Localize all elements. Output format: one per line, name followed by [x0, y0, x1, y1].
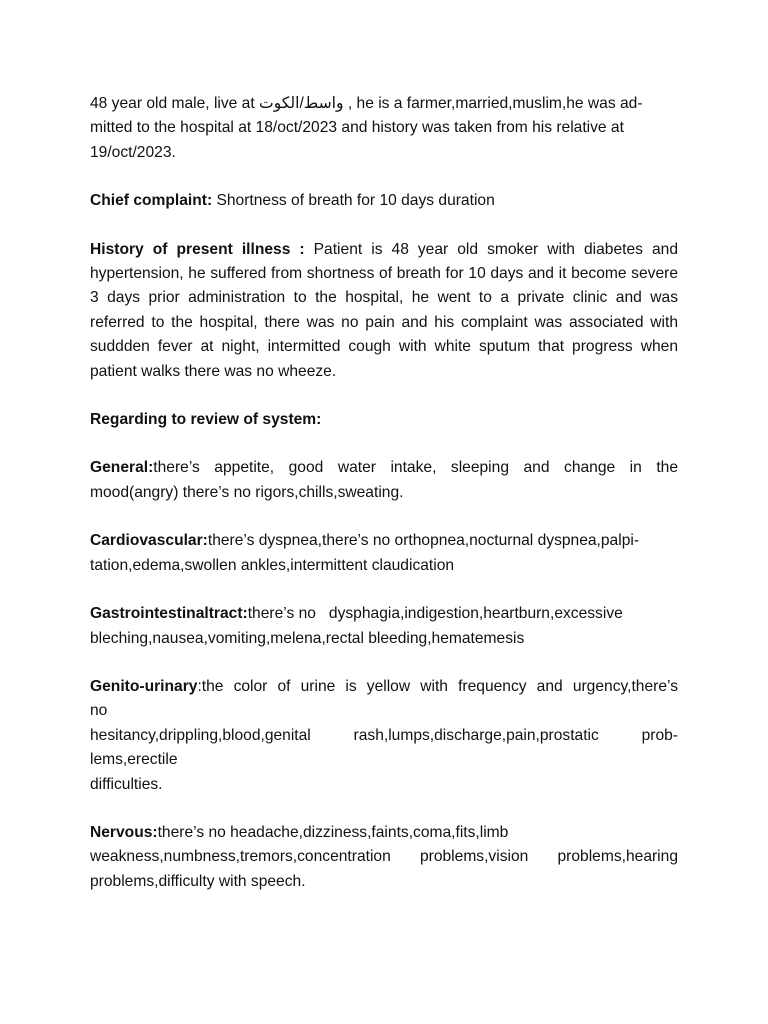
hpi-paragraph — [90, 238, 678, 384]
intro-paragraph — [90, 92, 678, 165]
chief-complaint-label: Chief complaint: — [90, 192, 213, 210]
cardiovascular-line-1: Cardiovascular:there’s dyspnea,there’s no orthopnea,nocturnal dyspnea,palpi- — [90, 532, 640, 550]
intro-line-1: 48 year old male, live at واسط/الكوت , he is a farmer,married,muslim,he was ad- — [90, 95, 643, 112]
cardiovascular-line-2: tation,edema,swollen ankles,intermittent claudication — [90, 556, 455, 574]
general-text: there’s appetite, good water intake, sleeping and change in the mood(angry) there’s no rigors,chills,sweating. — [90, 459, 678, 501]
genitourinary-line-4: lems,erectile — [90, 751, 178, 769]
chief-complaint-paragraph — [90, 189, 678, 213]
nervous-line-1: Nervous:there’s no headache,dizziness,faints,coma,fits,limb — [90, 823, 509, 841]
intro-line-2: mitted to the hospital at 18/oct/2023 and history was taken from his relative at — [90, 119, 624, 137]
chief-complaint-text: Shortness of breath for 10 days duration — [212, 192, 495, 210]
genitourinary-line-1: Genito-urinary:the color of urine is yellow with frequency and urgency,there’s — [90, 677, 678, 695]
arabic-location: واسط/الكوت — [259, 95, 344, 112]
genitourinary-paragraph — [90, 675, 678, 797]
general-paragraph — [90, 456, 678, 505]
hpi-label: History of present illness : — [90, 240, 305, 258]
genitourinary-line-3: hesitancy,drippling,blood,genital rash,lumps,discharge,pain,prostatic prob- — [90, 726, 678, 744]
genitourinary-label: Genito-urinary — [90, 677, 198, 695]
gastrointestinal-paragraph — [90, 602, 678, 651]
gastrointestinal-line-1: Gastrointestinaltract:there’s no dysphagia,indigestion,heartburn,excessive — [90, 605, 623, 623]
gastrointestinal-line-2: bleching,nausea,vomiting,melena,rectal bleeding,hematemesis — [90, 629, 525, 647]
genitourinary-line-5: difficulties. — [90, 775, 163, 793]
nervous-line-3: problems,difficulty with speech. — [90, 872, 306, 890]
genitourinary-line-2: no — [90, 702, 108, 720]
document-page — [90, 92, 678, 918]
gastrointestinal-label: Gastrointestinaltract: — [90, 605, 248, 623]
review-of-systems-heading: Regarding to review of system: — [90, 411, 322, 429]
nervous-label: Nervous: — [90, 823, 158, 841]
cardiovascular-paragraph — [90, 529, 678, 578]
cardiovascular-label: Cardiovascular: — [90, 532, 208, 550]
nervous-line-2: weakness,numbness,tremors,concentration problems,vision problems,hearing — [90, 848, 678, 866]
general-label: General: — [90, 459, 154, 477]
hpi-text: Patient is 48 year old smoker with diabetes and hypertension, he suffered from shortness of breath for 10 days and it become severe 3 days prior administration to the hospital, he went to a private clinic and was referred to the hospital, there was no pain and his complaint was associated with suddden fever at night, intermitted cough with white sputum that progress when patient walks there was no wheeze. — [90, 240, 678, 380]
nervous-paragraph — [90, 821, 678, 894]
intro-line-3: 19/oct/2023. — [90, 143, 176, 161]
